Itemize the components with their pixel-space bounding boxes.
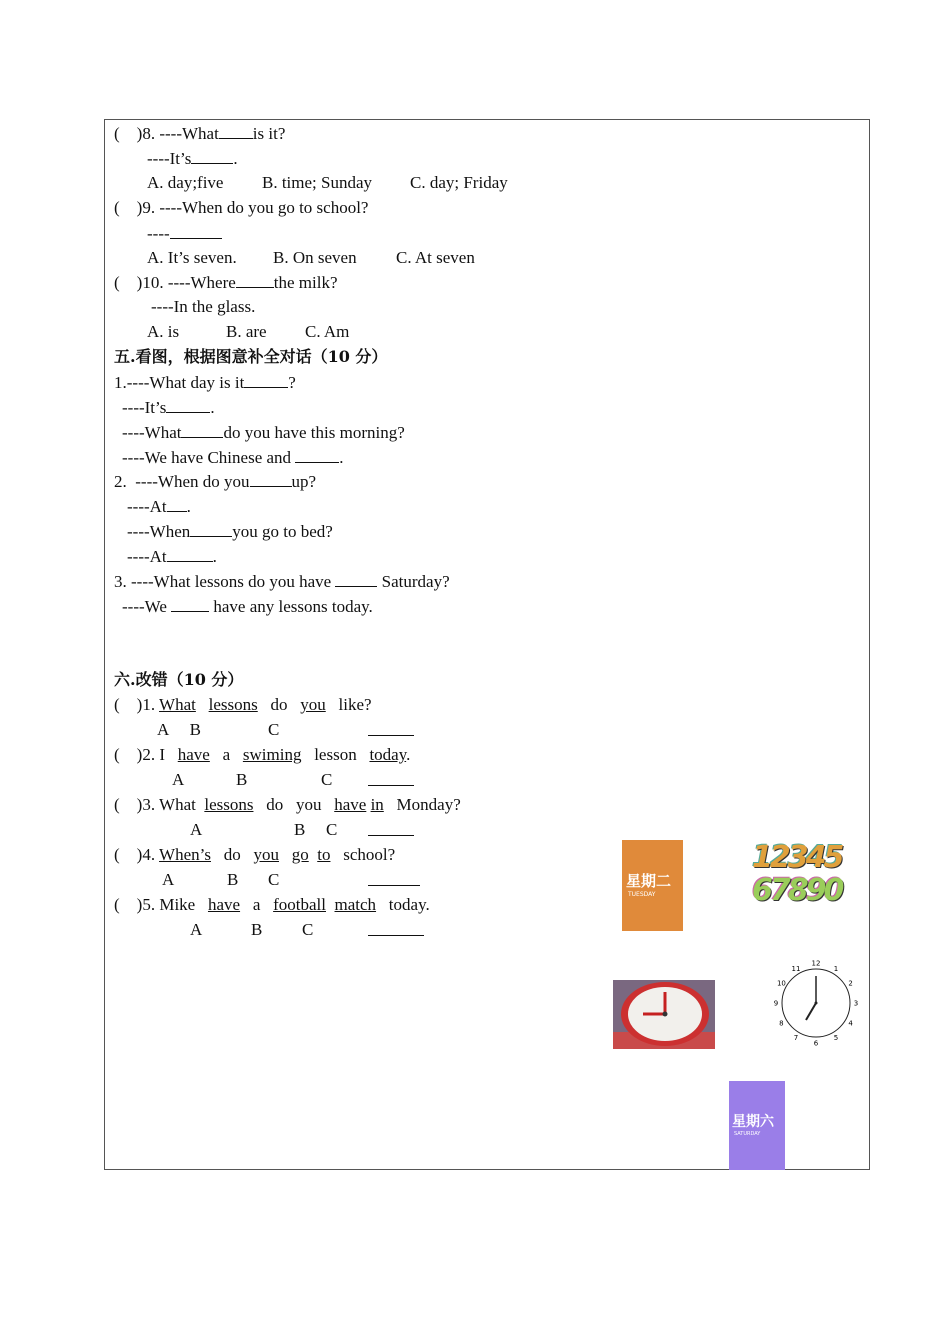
s5-line: ----We have any lessons today.	[122, 597, 373, 616]
s6-letter: C	[302, 920, 314, 939]
section6-title: 六.改错（10 分）	[114, 670, 244, 689]
q9-option-c: C. At seven	[396, 248, 475, 267]
blank[interactable]	[250, 470, 292, 487]
clock-numeral: 3	[853, 999, 859, 1008]
s6-letter: A	[162, 870, 175, 889]
clock-seven-image	[773, 960, 859, 1046]
s5-line: 3. ----What lessons do you have Saturday?	[114, 572, 450, 591]
s6-letter: B	[294, 820, 306, 839]
clock-numeral: 6	[813, 1039, 819, 1046]
s5-line: ----When you go to bed?	[127, 522, 333, 541]
clock-numeral: 12	[811, 960, 821, 968]
s5-line: ----We have Chinese and .	[122, 448, 344, 467]
clock-numeral: 11	[791, 964, 801, 973]
clock-numeral: 8	[779, 1019, 784, 1028]
s5-line: ----What do you have this morning?	[122, 423, 405, 442]
s5-line: ----It’s .	[122, 398, 215, 417]
saturday-card-image: 星期六 SATURDAY	[729, 1081, 785, 1170]
s5-line: ----At .	[127, 497, 191, 516]
q8-line: ( )8. ----What is it?	[114, 124, 286, 143]
s6-letter: B	[251, 920, 263, 939]
q8-answer: ----It’s .	[147, 149, 238, 168]
tuesday-card-image: 星期二 TUESDAY	[622, 840, 683, 931]
s6-letter: C	[268, 720, 280, 739]
numbers-image: 12345 67890	[752, 840, 842, 908]
s6-answer-blank[interactable]	[368, 819, 414, 842]
clock-numeral: 7	[793, 1034, 799, 1043]
clock-icon	[773, 960, 859, 1046]
s6-q2: ( )2. I have a swiming lesson today.	[114, 745, 411, 764]
s5-line: ----At .	[127, 547, 217, 566]
s6-letter: C	[268, 870, 280, 889]
s5-line: 2. ----When do you up?	[114, 472, 317, 491]
blank[interactable]	[171, 595, 209, 612]
s6-letter: B	[227, 870, 239, 889]
s6-letter: A	[172, 770, 185, 789]
red-clock-icon	[613, 980, 715, 1049]
q10-line: ( )10. ----Where the milk?	[114, 273, 338, 292]
s6-q5: ( )5. Mike have a football match today.	[114, 895, 430, 914]
blank[interactable]	[335, 570, 377, 587]
q8-option-b: B. time; Sunday	[262, 173, 373, 192]
s6-letter: C	[326, 820, 338, 839]
clock-numeral: 1	[833, 964, 839, 973]
blank[interactable]	[191, 147, 233, 164]
s6-answer-blank[interactable]	[368, 769, 414, 792]
clock-numeral: 10	[776, 979, 786, 988]
s5-line: 1.----What day is it ?	[114, 373, 296, 392]
q10-answer: ----In the glass.	[151, 297, 256, 316]
clock-numeral: 9	[773, 999, 779, 1008]
s6-q1: ( )1. What lessons do you like?	[114, 695, 372, 714]
s6-answer-blank[interactable]	[368, 919, 424, 942]
q10-option-a: A. is	[147, 322, 180, 341]
blank[interactable]	[167, 495, 187, 512]
blank[interactable]	[190, 520, 232, 537]
blank[interactable]	[219, 122, 253, 139]
q9-option-b: B. On seven	[273, 248, 357, 267]
clock-numeral: 5	[833, 1034, 839, 1043]
blank[interactable]	[167, 545, 213, 562]
clock-numeral: 2	[848, 979, 853, 988]
s6-q4: ( )4. When’s do you go to school?	[114, 845, 396, 864]
s6-answer-blank[interactable]	[368, 719, 414, 742]
s6-letter: A	[190, 920, 203, 939]
q8-option-a: A. day;five	[147, 173, 224, 192]
s6-letter: B	[236, 770, 248, 789]
q8-option-c: C. day; Friday	[410, 173, 508, 192]
s6-q1-letters: A B	[157, 720, 201, 739]
blank[interactable]	[244, 371, 288, 388]
q9-option-a: A. It’s seven.	[147, 248, 237, 267]
blank[interactable]	[295, 446, 339, 463]
red-clock-image	[613, 980, 715, 1049]
s6-answer-blank[interactable]	[368, 869, 420, 892]
clock-numeral: 4	[848, 1019, 853, 1028]
s6-letter: A	[190, 820, 203, 839]
blank[interactable]	[170, 222, 222, 239]
q9-line: ( )9. ----When do you go to school?	[114, 198, 369, 217]
blank[interactable]	[166, 396, 210, 413]
s6-q3: ( )3. What lessons do you have in Monday?	[114, 795, 461, 814]
q10-option-c: C. Am	[305, 322, 350, 341]
q10-option-b: B. are	[226, 322, 267, 341]
blank[interactable]	[236, 271, 274, 288]
section5-title: 五.看图，根据图意补全对话（10 分）	[114, 347, 388, 366]
blank[interactable]	[181, 421, 223, 438]
s6-letter: C	[321, 770, 333, 789]
q9-answer: ----	[147, 222, 222, 245]
